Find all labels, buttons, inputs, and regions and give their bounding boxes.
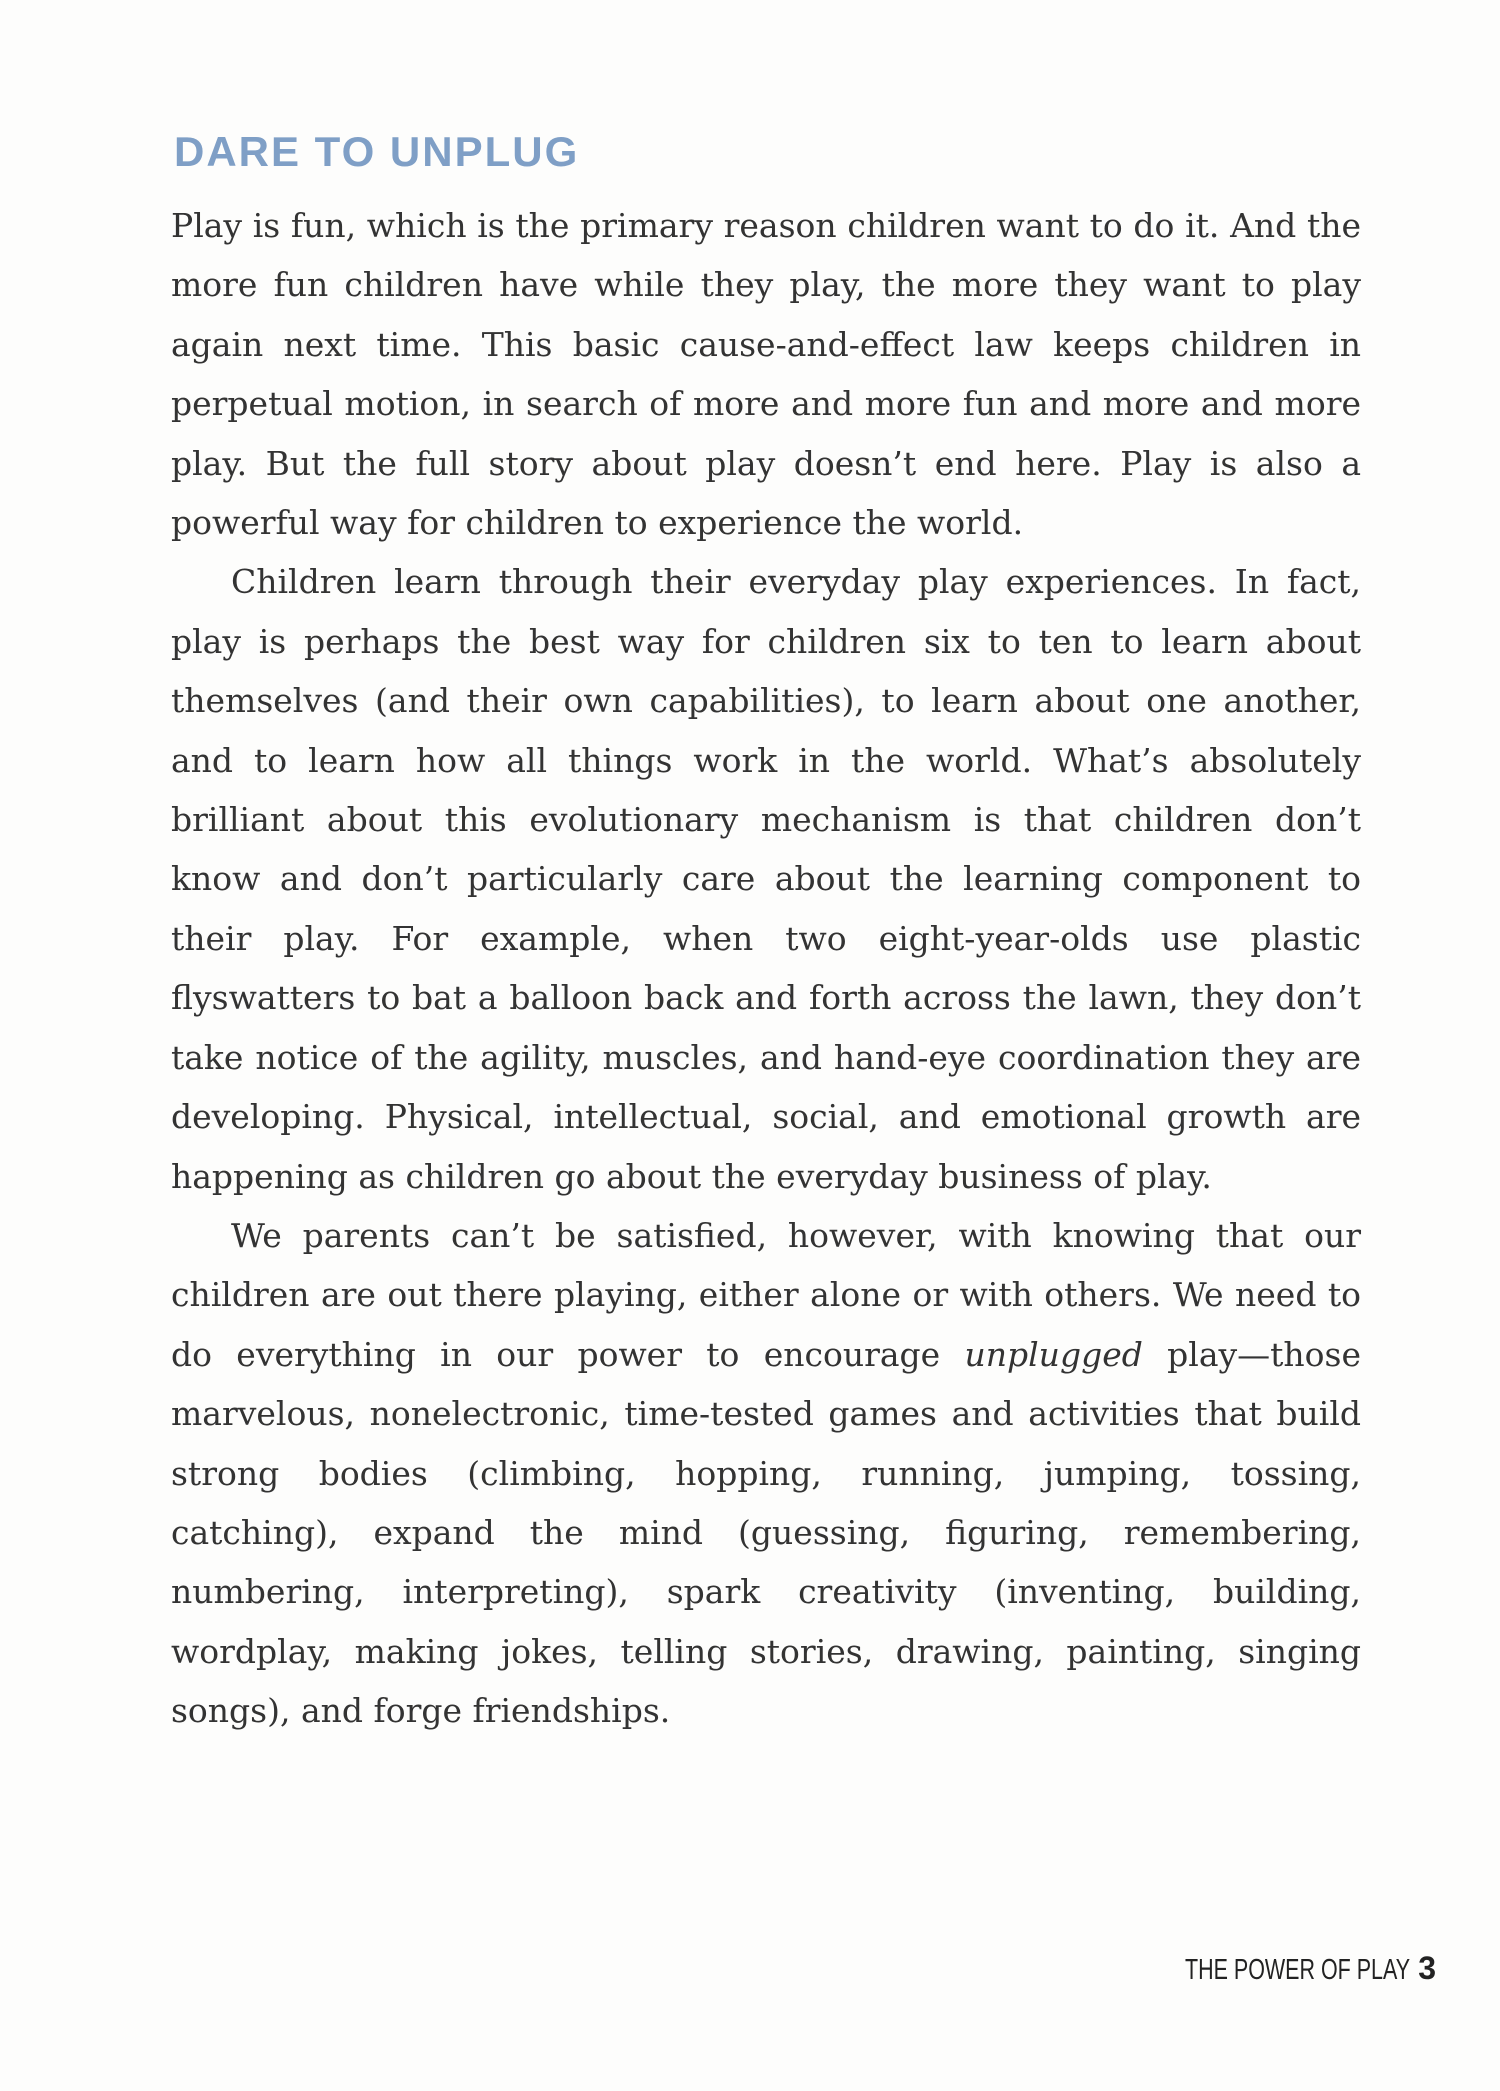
paragraph-3-emphasis: unplugged	[964, 1334, 1143, 1374]
paragraph-2: Children learn through their everyday play experiences. In fact, play is perhaps the best way for children six to ten to learn about themselves (and their own capabilities), to learn about one another, and to learn how all things work in the world. What’s absolutely brilliant about this evolutionary mechanism is that children don’t know and don’t particularly care about the learning component to their play. For example, when two eight-year-olds use plastic flyswatters to bat a balloon back and forth across the lawn, they don’t take notice of the agility, muscles, and hand-eye coordination they are developing. Physical, intellectual, social, and emotional growth are happening as children go about the everyday business of play.	[171, 562, 1361, 1196]
paragraph-3-text-end: play—those marvelous, nonelectronic, time-tested games and activities that build strong bodies (climbing, hopping, running, jumping, tossing, catching), expand the mind (guessing, figuring, remembering, numbering, interpreting), spark creativity (inventing, building, wordplay, making jokes, telling stories, drawing, painting, singing songs), and forge friendships.	[171, 1334, 1361, 1731]
page-footer	[1106, 1950, 1436, 1987]
body-text	[171, 196, 1361, 1741]
paragraph-3-text-start: We parents can’t be satisfied, however, with knowing that our children are out there playing, either alone or with others. We need to do everything in our power to encourage	[171, 1215, 1361, 1374]
paragraph-1: Play is fun, which is the primary reason children want to do it. And the more fun children have while they play, the more they want to play again next time. This basic cause-and-effect law keeps children in perpetual motion, in search of more and more fun and more and more play. But the full story about play doesn’t end here. Play is also a powerful way for children to experience the world.	[171, 206, 1361, 543]
page-number: 3	[1418, 1950, 1436, 1986]
section-heading: DARE TO UNPLUG	[174, 128, 580, 175]
running-title: THE POWER OF PLAY	[1185, 1954, 1411, 1986]
paragraph-3	[171, 1206, 1361, 1741]
